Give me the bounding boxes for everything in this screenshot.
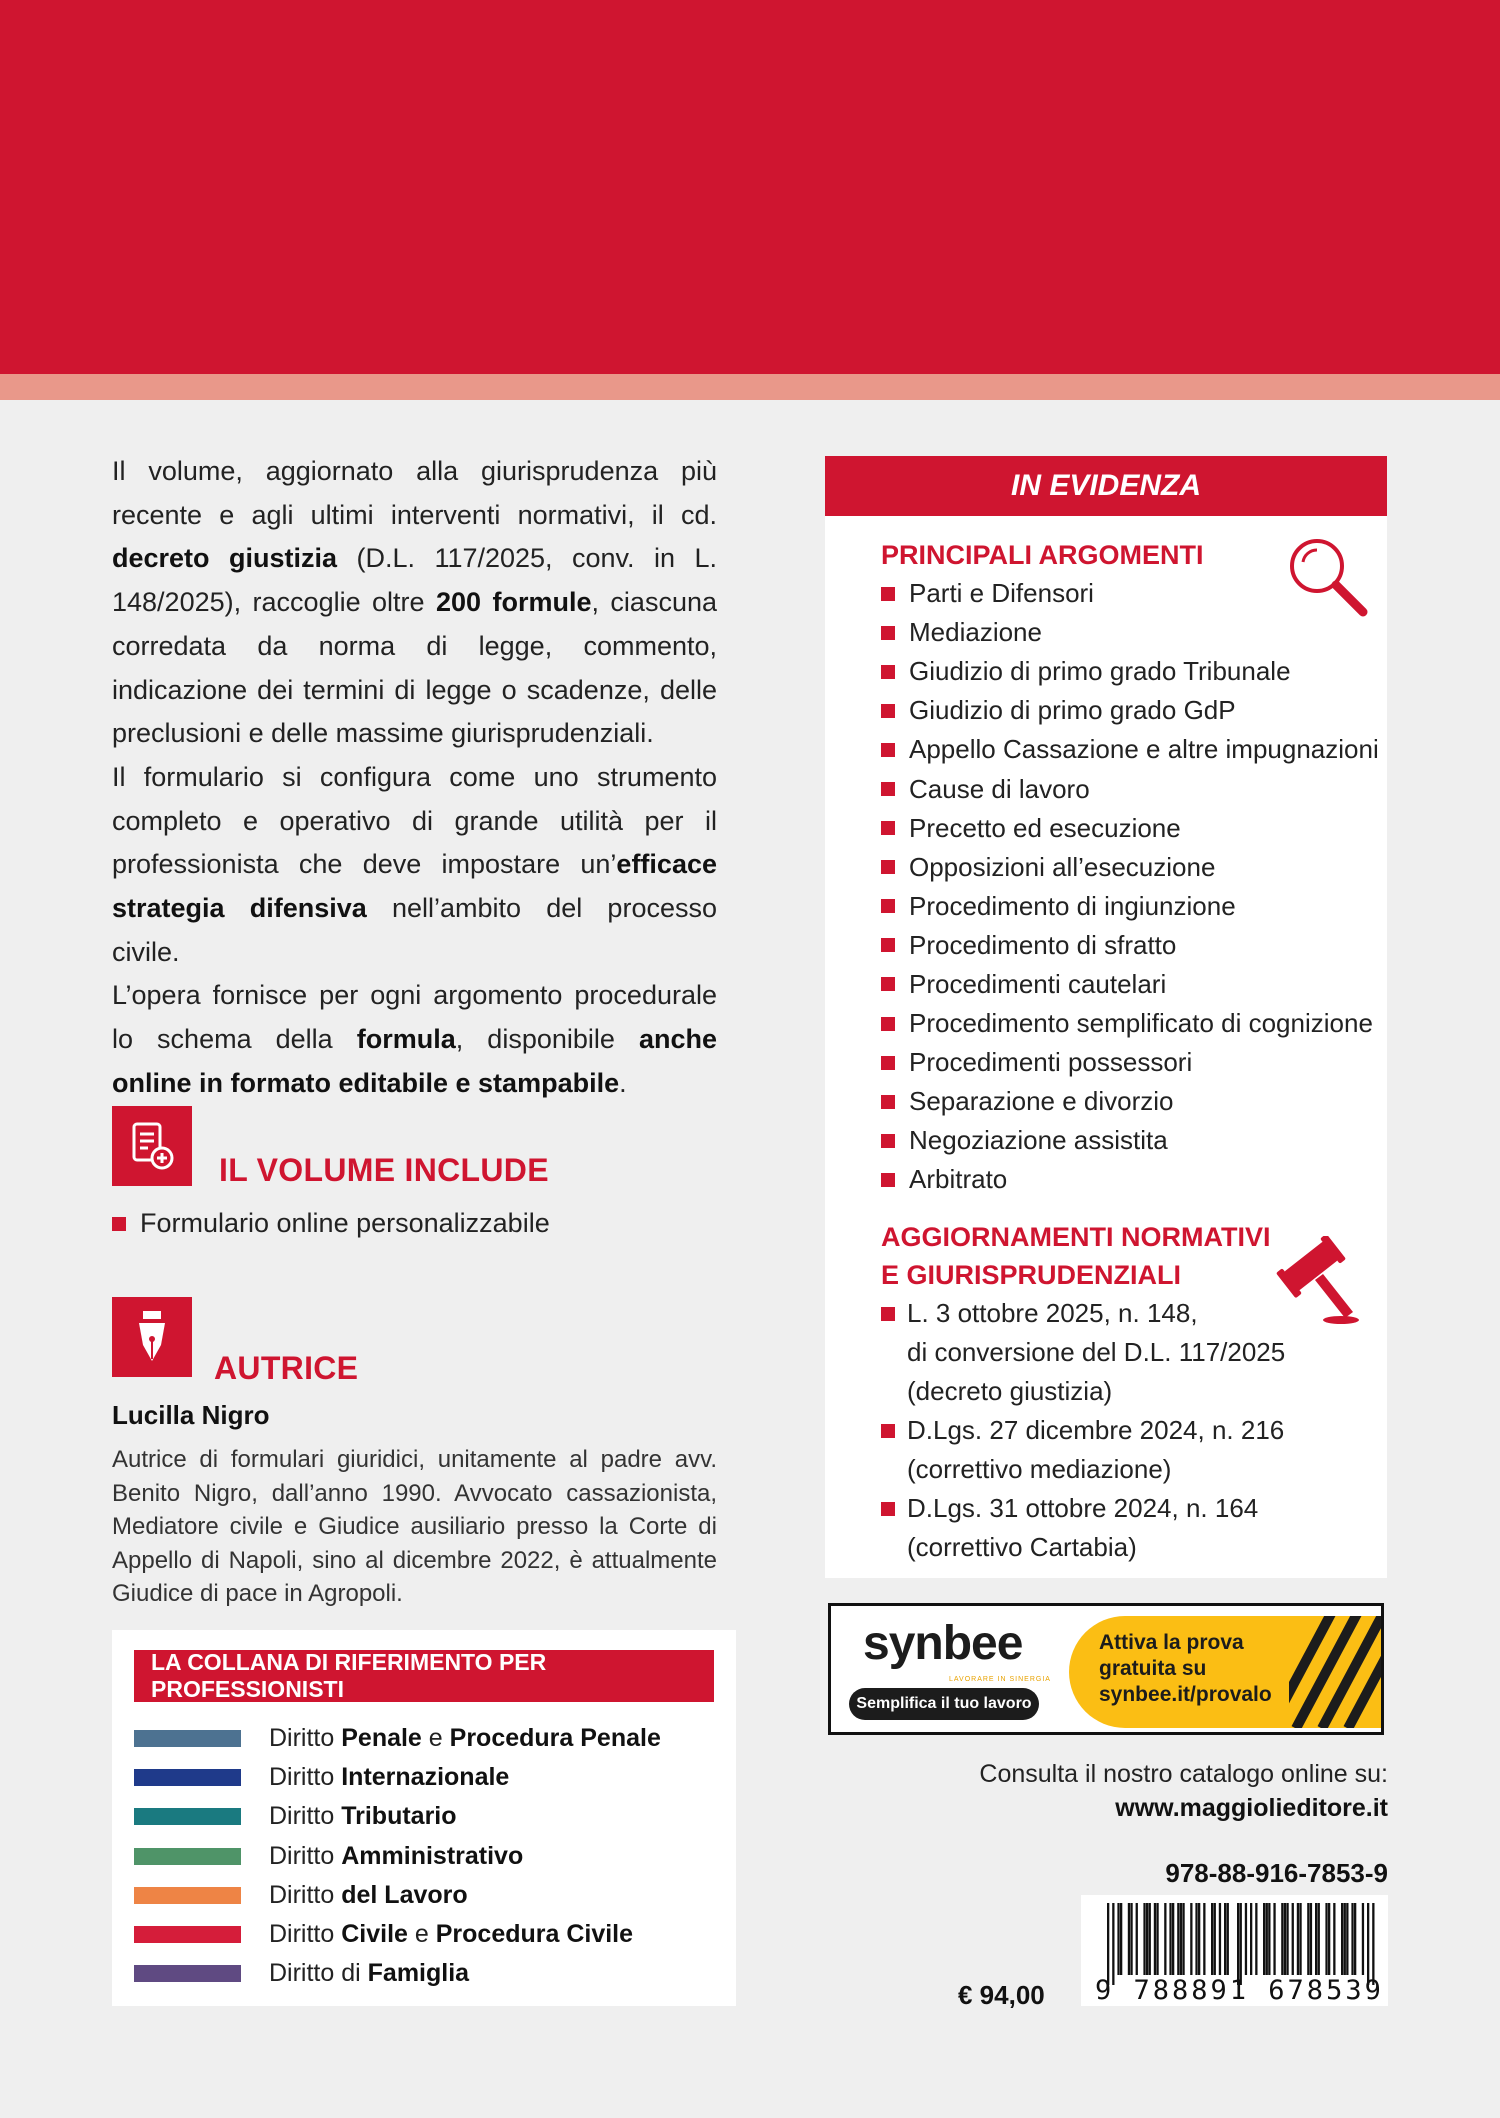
isbn: 978-88-916-7853-9 — [1165, 1858, 1388, 1888]
synbee-cta-text — [1099, 1630, 1272, 1708]
intro-paragraph-2: Il formulario si configura come uno strumento completo e operativo di grande utilità per il professionista che deve impostare un’efficace strategia difensiva nell’ambito del processo civile. — [112, 761, 717, 967]
barcode-bar — [1149, 1903, 1151, 1975]
barcode-bar — [1117, 1903, 1119, 1975]
update-item — [881, 1489, 1285, 1567]
main-topic-label: Appello Cassazione e altre impugnazioni — [909, 734, 1379, 765]
cover-stripe — [0, 374, 1500, 400]
barcode-bar — [1164, 1903, 1166, 1975]
update-text: D.Lgs. 27 dicembre 2024, n. 216 (correttivo mediazione) — [907, 1415, 1285, 1484]
piano-keys-decoration — [1289, 1616, 1384, 1728]
volume-include-item-label: Formulario online personalizzabile — [140, 1208, 550, 1238]
barcode-bar — [1224, 1903, 1226, 1975]
main-topic-item — [881, 1160, 1379, 1199]
series-color-swatch — [134, 1887, 241, 1904]
barcode-bar — [1156, 1903, 1158, 1975]
catalog-line: Consulta il nostro catalogo online su: — [979, 1760, 1388, 1788]
bullet-icon — [881, 1095, 895, 1109]
main-topic-item — [881, 691, 1379, 730]
bullet-icon — [881, 1307, 895, 1321]
bullet-icon — [112, 1217, 126, 1231]
main-topic-item — [881, 730, 1379, 769]
main-topic-label: Procedimento semplificato di cognizione — [909, 1008, 1373, 1039]
series-item — [134, 1954, 469, 1993]
barcode-bar — [1310, 1903, 1312, 1975]
author-name: Lucilla Nigro — [112, 1400, 270, 1430]
bullet-icon — [881, 782, 895, 796]
main-topic-item — [881, 887, 1379, 926]
updates-title-line-2: E GIURISPRUDENZIALI — [881, 1260, 1182, 1290]
barcode-bar — [1182, 1903, 1184, 1975]
series-item-label: Diritto Civile e Procedura Civile — [269, 1920, 634, 1948]
barcode-bar — [1266, 1903, 1268, 1975]
update-text: D.Lgs. 31 ottobre 2024, n. 164 (correttivo Cartabia) — [907, 1493, 1259, 1562]
synbee-logo: synbee — [863, 1617, 1023, 1670]
barcode-bar — [1177, 1903, 1179, 1975]
barcode-bar — [1346, 1903, 1348, 1975]
author-bio: Autrice di formulari giuridici, unitamente al padre avv. Benito Nigro, dall’anno 1990. Avvocato cassazionista, Mediatore civile e Giudice ausiliario presso la Corte di Appello di Napoli, sino al dicembre 2022, è attualmente Giudice di pace in Agropoli. — [112, 1446, 717, 1607]
cover-top-band — [0, 0, 1500, 374]
barcode-bar — [1198, 1903, 1200, 1975]
updates-title-line-1: AGGIORNAMENTI NORMATIVI — [881, 1222, 1271, 1252]
main-topic-item — [881, 613, 1379, 652]
bullet-icon — [881, 1056, 895, 1070]
catalog-note — [979, 1757, 1388, 1825]
barcode — [1081, 1895, 1388, 2006]
bullet-icon — [881, 587, 895, 601]
synbee-pill: Semplifica il tuo lavoro — [849, 1688, 1039, 1720]
main-topic-label: Arbitrato — [909, 1164, 1008, 1195]
series-color-swatch — [134, 1926, 241, 1943]
main-topic-item — [881, 1043, 1379, 1082]
barcode-bar — [1219, 1903, 1221, 1975]
gavel-icon — [1275, 1236, 1365, 1331]
barcode-bar — [1268, 1903, 1270, 1975]
main-topic-label: Procedimento di sfratto — [909, 929, 1177, 960]
volume-include-title: IL VOLUME INCLUDE — [219, 1152, 549, 1188]
main-topic-item — [881, 574, 1379, 613]
author-title: AUTRICE — [214, 1350, 359, 1386]
bullet-icon — [881, 1173, 895, 1187]
barcode-bar — [1136, 1903, 1138, 1975]
main-topic-label: Precetto ed esecuzione — [909, 812, 1181, 843]
catalog-url[interactable]: www.maggiolieditore.it — [1115, 1794, 1388, 1822]
barcode-bar — [1195, 1903, 1197, 1975]
barcode-bar — [1344, 1903, 1346, 1975]
series-title: LA COLLANA DI RIFERIMENTO PER PROFESSIONISTI — [134, 1650, 714, 1702]
barcode-bar — [1154, 1903, 1156, 1975]
barcode-bar — [1351, 1903, 1353, 1975]
synbee-cta-line-2: gratuita su — [1099, 1657, 1207, 1680]
barcode-bar — [1130, 1903, 1132, 1975]
barcode-bar — [1325, 1903, 1327, 1975]
fountain-pen-icon — [112, 1297, 192, 1377]
main-topic-label: Opposizioni all’esecuzione — [909, 851, 1216, 882]
series-item-label: Diritto Tributario — [269, 1802, 457, 1831]
synbee-ad[interactable] — [828, 1603, 1384, 1735]
barcode-bar — [1245, 1903, 1247, 1975]
intro-paragraph-1: Il volume, aggiornato alla giurisprudenza più recente e agli ultimi interventi normativi, il cd. decreto giustizia (D.L. 117/2025, conv. in L. 148/2025), raccoglie oltre 200 formule, ciascuna corredata da norma di legge, commento, indicazione dei termini di legge o scadenze, delle preclusioni e delle massime giurisprudenziali. — [112, 456, 718, 749]
barcode-bar — [1354, 1903, 1356, 1975]
main-topic-label: Negoziazione assistita — [909, 1125, 1168, 1156]
barcode-bar — [1273, 1903, 1275, 1975]
bullet-icon — [881, 977, 895, 991]
barcode-bar — [1341, 1903, 1343, 1975]
main-topic-item — [881, 848, 1379, 887]
series-item-label: Diritto Internazionale — [269, 1763, 510, 1792]
series-color-swatch — [134, 1730, 241, 1747]
series-color-swatch — [134, 1965, 241, 1982]
barcode-bar — [1227, 1903, 1229, 1975]
barcode-bar — [1203, 1903, 1205, 1975]
bullet-icon — [881, 938, 895, 952]
barcode-bar — [1297, 1903, 1299, 1975]
intro-paragraph-3: L’opera fornisce per ogni argomento procedurale lo schema della formula, disponibile anche online in formato editabile e stampabile. — [112, 980, 717, 1098]
barcode-bar — [1172, 1903, 1174, 1975]
volume-include-item — [112, 1208, 550, 1239]
update-item — [881, 1294, 1285, 1411]
main-topic-label: Procedimenti possessori — [909, 1047, 1193, 1078]
bullet-icon — [881, 1017, 895, 1031]
price: € 94,00 — [958, 1980, 1045, 2010]
barcode-bar — [1146, 1903, 1148, 1975]
main-topic-label: Procedimento di ingiunzione — [909, 890, 1236, 921]
barcode-bar — [1372, 1903, 1374, 1985]
main-topic-item — [881, 769, 1379, 808]
bullet-icon — [881, 860, 895, 874]
barcode-bar — [1333, 1903, 1335, 1975]
series-item — [134, 1915, 633, 1954]
bullet-icon — [881, 1424, 895, 1438]
bullet-icon — [881, 821, 895, 835]
main-topic-label: Mediazione — [909, 617, 1042, 648]
update-text: L. 3 ottobre 2025, n. 148, di conversione del D.L. 117/2025 (decreto giustizia) — [907, 1298, 1286, 1406]
main-topic-label: Parti e Difensori — [909, 578, 1094, 609]
barcode-bar — [1328, 1903, 1330, 1975]
bullet-icon — [881, 743, 895, 757]
barcode-bar — [1143, 1903, 1145, 1975]
main-topics-title: PRINCIPALI ARGOMENTI — [881, 540, 1204, 570]
series-item-label: Diritto Penale e Procedura Penale — [269, 1724, 661, 1752]
main-topic-item — [881, 965, 1379, 1004]
main-topic-item — [881, 1082, 1379, 1121]
main-topic-label: Separazione e divorzio — [909, 1086, 1174, 1117]
barcode-bar — [1315, 1903, 1317, 1975]
series-item — [134, 1876, 468, 1915]
barcode-bar — [1107, 1903, 1109, 1985]
series-item — [134, 1837, 523, 1876]
document-plus-icon — [112, 1106, 192, 1186]
series-item — [134, 1758, 509, 1797]
series-box — [112, 1630, 736, 2006]
synbee-cta-bubble[interactable] — [1069, 1616, 1384, 1728]
barcode-bar — [1362, 1903, 1364, 1975]
main-topic-item — [881, 1004, 1379, 1043]
barcode-bar — [1169, 1903, 1171, 1975]
barcode-bar — [1255, 1903, 1257, 1975]
barcode-bar — [1120, 1903, 1122, 1975]
barcode-bar — [1263, 1903, 1265, 1975]
barcode-bar — [1237, 1903, 1239, 1985]
barcode-bar — [1286, 1903, 1288, 1975]
barcode-bar — [1240, 1903, 1242, 1985]
synbee-tagline: LAVORARE IN SINERGIA — [949, 1676, 1051, 1683]
series-color-swatch — [134, 1808, 241, 1825]
synbee-cta-line-3: synbee.it/provalo — [1099, 1683, 1272, 1706]
series-item-label: Diritto del Lavoro — [269, 1880, 468, 1909]
main-topic-label: Procedimenti cautelari — [909, 968, 1167, 999]
main-topic-item — [881, 809, 1379, 848]
barcode-bar — [1128, 1903, 1130, 1975]
barcode-bar — [1299, 1903, 1301, 1975]
updates-list — [881, 1294, 1285, 1567]
bullet-icon — [881, 626, 895, 640]
barcode-bar — [1112, 1903, 1114, 1985]
bullet-icon — [881, 899, 895, 913]
update-item — [881, 1411, 1285, 1489]
series-color-swatch — [134, 1848, 241, 1865]
barcode-bar — [1281, 1903, 1283, 1975]
bullet-icon — [881, 704, 895, 718]
main-topic-item — [881, 1121, 1379, 1160]
barcode-bar — [1284, 1903, 1286, 1975]
barcode-bar — [1250, 1903, 1252, 1975]
barcode-bar — [1211, 1903, 1213, 1975]
series-item — [134, 1719, 661, 1758]
main-topic-item — [881, 652, 1379, 691]
barcode-bar — [1292, 1903, 1294, 1975]
series-color-swatch — [134, 1769, 241, 1786]
barcode-bar — [1190, 1903, 1192, 1975]
barcode-bar — [1214, 1903, 1216, 1975]
main-topic-label: Giudizio di primo grado Tribunale — [909, 656, 1291, 687]
main-topics-list — [881, 574, 1379, 1200]
main-topic-item — [881, 926, 1379, 965]
highlights-title: IN EVIDENZA — [825, 456, 1387, 516]
barcode-digits: 9 788891 678539 — [1095, 1975, 1384, 2006]
main-topic-label: Giudizio di primo grado GdP — [909, 695, 1236, 726]
bullet-icon — [881, 1502, 895, 1516]
barcode-bar — [1180, 1903, 1182, 1975]
series-item — [134, 1797, 457, 1836]
barcode-bar — [1318, 1903, 1320, 1975]
bullet-icon — [881, 665, 895, 679]
series-item-label: Diritto di Famiglia — [269, 1959, 470, 1988]
main-topic-label: Cause di lavoro — [909, 773, 1090, 804]
series-item-label: Diritto Amministrativo — [269, 1841, 524, 1870]
barcode-bar — [1307, 1903, 1309, 1975]
synbee-cta-line-1: Attiva la prova — [1099, 1631, 1244, 1654]
highlights-panel — [825, 456, 1387, 1578]
bullet-icon — [881, 1134, 895, 1148]
intro-text — [112, 450, 717, 1106]
barcode-bar — [1367, 1903, 1369, 1985]
